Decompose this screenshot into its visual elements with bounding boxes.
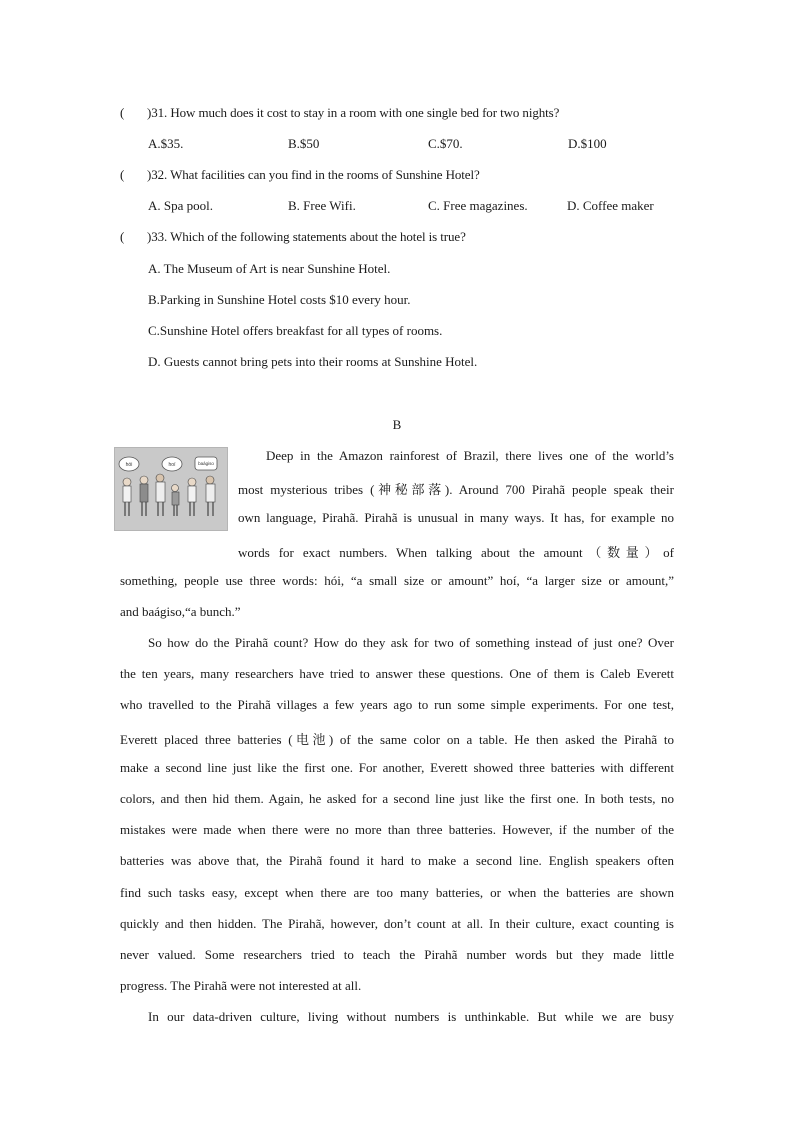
passage-line: words for exact numbers. When talking about the amount（数量）of (238, 545, 674, 560)
option-b: B. Free Wifi. (288, 198, 356, 213)
answer-blank-33[interactable]: ( (120, 229, 125, 244)
person-body (172, 492, 179, 505)
passage-line: find such tasks easy, except when there are too many batteries, or when the batteries are shown (120, 885, 674, 900)
passage-line: batteries was above that, the Pirahã found it hard to make a second line. English speakers often (120, 853, 674, 868)
person-body (156, 482, 165, 502)
question-text: 31. How much does it cost to stay in a room with one single bed for two nights? (151, 105, 560, 120)
passage-line: the ten years, many researchers have tried to answer these questions. One of them is Caleb Everett (120, 666, 674, 681)
passage-line: In our data-driven culture, living without numbers is unthinkable. But while we are busy (148, 1009, 674, 1024)
person-body (188, 486, 196, 502)
people-drawing (115, 448, 227, 530)
question-31: ( )31. How much does it cost to stay in a room with one single bed for two nights? (120, 105, 560, 120)
passage-line: never valued. Some researchers tried to teach the Pirahã number words but they made little (120, 947, 674, 962)
section-label: B (392, 417, 402, 432)
person-head (140, 476, 148, 484)
tribe-illustration (114, 447, 228, 531)
passage-line: quickly and then hidden. The Pirahã, however, don’t count at all. In their culture, exact counting is (120, 916, 674, 931)
option-c: C.Sunshine Hotel offers breakfast for all types of rooms. (148, 323, 443, 338)
passage-line: Deep in the Amazon rainforest of Brazil, there lives one of the world’s (266, 448, 674, 463)
bubble-text: hoí (168, 462, 176, 468)
passage-line: and baágiso,“a bunch.” (120, 604, 241, 619)
person-head (188, 478, 196, 486)
passage-line: something, people use three words: hói, “a small size or amount” hoí, “a larger size or amount,” (120, 573, 674, 588)
person-body (140, 484, 148, 502)
answer-blank-31[interactable]: ( (120, 105, 125, 120)
passage-line: make a second line just like the first one. For another, Everett showed three batteries with different (120, 760, 674, 775)
bubble-text: baágiso (198, 461, 214, 466)
passage-line: So how do the Pirahã count? How do they ask for two of something instead of just one? Over (148, 635, 674, 650)
passage-line: who travelled to the Pirahã villages a few years ago to run some simple experiments. For one test, (120, 697, 674, 712)
person-head (156, 474, 164, 482)
person-body (206, 484, 215, 502)
option-b: B.$50 (288, 136, 320, 151)
option-a: A.$35. (148, 136, 184, 151)
option-d: D.$100 (568, 136, 607, 151)
person-head (123, 478, 131, 486)
bubble-text: hói (125, 462, 133, 468)
passage-line: progress. The Pirahã were not interested at all. (120, 978, 362, 993)
passage-line: own language, Pirahã. Pirahã is unusual in many ways. It has, for example no (238, 510, 674, 525)
question-32: ( )32. What facilities can you find in the rooms of Sunshine Hotel? (120, 167, 480, 182)
person-head (172, 485, 179, 492)
answer-blank-32[interactable]: ( (120, 167, 125, 182)
question-33: ( )33. Which of the following statements about the hotel is true? (120, 229, 466, 244)
option-a: A. Spa pool. (148, 198, 213, 213)
question-text: 32. What facilities can you find in the rooms of Sunshine Hotel? (151, 167, 480, 182)
question-text: 33. Which of the following statements about the hotel is true? (151, 229, 466, 244)
option-a: A. The Museum of Art is near Sunshine Hotel. (148, 261, 391, 276)
person-body (123, 486, 131, 502)
option-d: D. Coffee maker (567, 198, 654, 213)
passage-line: Everett placed three batteries (电池) of the same color on a table. He then asked the Pirahã to (120, 732, 674, 747)
option-c: C. Free magazines. (428, 198, 528, 213)
passage-line: most mysterious tribes (神秘部落). Around 700 Pirahã people speak their (238, 482, 674, 497)
option-b: B.Parking in Sunshine Hotel costs $10 every hour. (148, 292, 411, 307)
option-d: D. Guests cannot bring pets into their rooms at Sunshine Hotel. (148, 354, 478, 369)
person-head (206, 476, 214, 484)
passage-line: colors, and then hid them. Again, he asked for a second line just like the first one. In both tests, no (120, 791, 674, 806)
option-c: C.$70. (428, 136, 463, 151)
passage-line: mistakes were made when there were no more than three batteries. However, if the number of the (120, 822, 674, 837)
